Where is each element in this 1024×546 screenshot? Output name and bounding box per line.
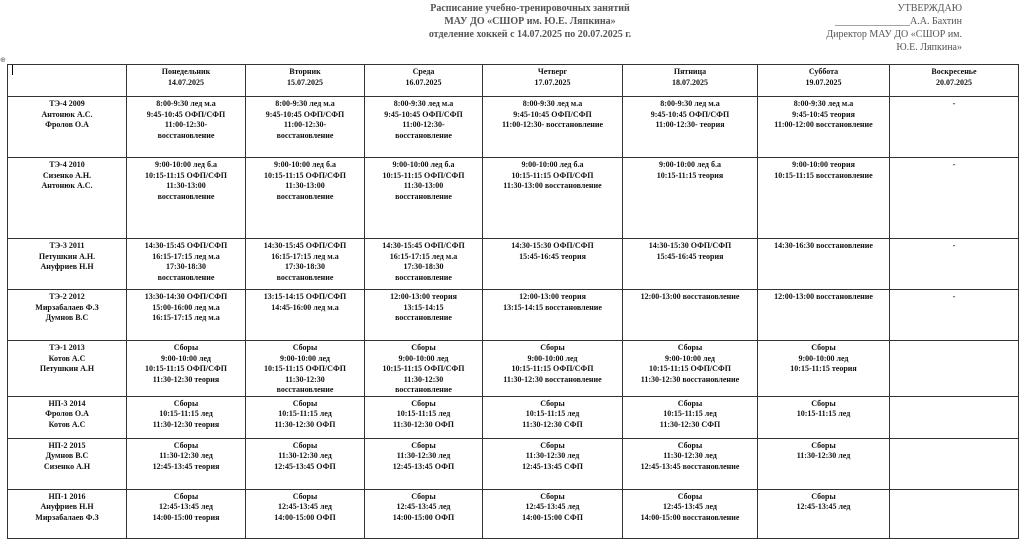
- schedule-cell[interactable]: Сборы 9:00-10:00 лед 10:15-11:15 ОФП/СФП 11:30-12:30 восстановление: [623, 341, 758, 397]
- table-header-row: [8, 65, 1019, 97]
- approval-line-4: Ю.Е. Ляпкина»: [896, 42, 962, 53]
- table-row: [8, 239, 1019, 290]
- day-header-wednesday[interactable]: Среда 16.07.2025: [365, 65, 483, 97]
- schedule-cell[interactable]: 14:30-15:45 ОФП/СФП 16:15-17:15 лед м.а 17:30-18:30 восстановление: [246, 239, 365, 290]
- schedule-cell[interactable]: Сборы 12:45-13:45 лед 14:00-15:00 СФП: [483, 489, 623, 538]
- schedule-cell[interactable]: Сборы 9:00-10:00 лед 10:15-11:15 теория: [758, 341, 890, 397]
- schedule-cell[interactable]: [890, 396, 1019, 438]
- schedule-cell[interactable]: 9:00-10:00 теория 10:15-11:15 восстановление: [758, 158, 890, 239]
- schedule-cell[interactable]: Сборы 9:00-10:00 лед 10:15-11:15 ОФП/СФП 11:30-12:30 восстановление: [365, 341, 483, 397]
- table-row: [8, 396, 1019, 438]
- schedule-cell[interactable]: Сборы 12:45-13:45 лед 14:00-15:00 теория: [127, 489, 246, 538]
- schedule-cell[interactable]: -: [890, 239, 1019, 290]
- schedule-cell[interactable]: Сборы 10:15-11:15 лед 11:30-12:30 СФП: [483, 396, 623, 438]
- day-header-thursday[interactable]: Четверг 17.07.2025: [483, 65, 623, 97]
- schedule-cell[interactable]: 9:00-10:00 лед б.а 10:15-11:15 ОФП/СФП 11:30-13:00 восстановление: [127, 158, 246, 239]
- schedule-cell[interactable]: 9:00-10:00 лед б.а 10:15-11:15 ОФП/СФП 11:30-13:00 восстановление: [365, 158, 483, 239]
- schedule-cell[interactable]: 12:00-13:00 теория 13:15-14:15 восстановление: [365, 290, 483, 341]
- schedule-cell[interactable]: -: [890, 158, 1019, 239]
- day-header-saturday[interactable]: Суббота 19.07.2025: [758, 65, 890, 97]
- schedule-cell[interactable]: 14:30-15:45 ОФП/СФП 16:15-17:15 лед м.а 17:30-18:30 восстановление: [365, 239, 483, 290]
- schedule-cell[interactable]: Сборы 11:30-12:30 лед 12:45-13:45 теория: [127, 438, 246, 489]
- table-row: [8, 97, 1019, 158]
- schedule-cell[interactable]: Сборы 11:30-12:30 лед 12:45-13:45 ОФП: [365, 438, 483, 489]
- corner-cell[interactable]: [8, 65, 127, 97]
- schedule-cell[interactable]: 14:30-15:30 ОФП/СФП 15:45-16:45 теория: [483, 239, 623, 290]
- schedule-cell[interactable]: Сборы 11:30-12:30 лед 12:45-13:45 СФП: [483, 438, 623, 489]
- group-cell[interactable]: НП-1 2016 Ануфриев Н.Н Мирзабалаев Ф.З: [8, 489, 127, 538]
- schedule-cell[interactable]: 12:00-13:00 восстановление: [758, 290, 890, 341]
- schedule-cell[interactable]: [890, 341, 1019, 397]
- schedule-cell[interactable]: Сборы 11:30-12:30 лед 12:45-13:45 ОФП: [246, 438, 365, 489]
- schedule-cell[interactable]: [890, 489, 1019, 538]
- schedule-cell[interactable]: 8:00-9:30 лед м.а 9:45-10:45 ОФП/СФП 11:00-12:30- теория: [623, 97, 758, 158]
- day-header-tuesday[interactable]: Вторник 15.07.2025: [246, 65, 365, 97]
- schedule-cell[interactable]: Сборы 12:45-13:45 лед: [758, 489, 890, 538]
- schedule-cell[interactable]: 14:30-15:30 ОФП/СФП 15:45-16:45 теория: [623, 239, 758, 290]
- title-line-1: Расписание учебно-тренировочных занятий: [430, 3, 630, 14]
- schedule-cell[interactable]: 8:00-9:30 лед м.а 9:45-10:45 ОФП/СФП 11:00-12:30- восстановление: [127, 97, 246, 158]
- schedule-cell[interactable]: 9:00-10:00 лед б.а 10:15-11:15 ОФП/СФП 11:30-13:00 восстановление: [246, 158, 365, 239]
- group-cell[interactable]: НП-2 2015 Думнов В.С Сизенко А.Н: [8, 438, 127, 489]
- group-cell[interactable]: ТЭ-3 2011 Петушкин А.Н. Ануфриев Н.Н: [8, 239, 127, 290]
- table-row: [8, 158, 1019, 239]
- schedule-cell[interactable]: [890, 438, 1019, 489]
- schedule-cell[interactable]: 9:00-10:00 лед б.а 10:15-11:15 теория: [623, 158, 758, 239]
- schedule-title-block: [300, 2, 760, 41]
- table-row: [8, 341, 1019, 397]
- table-move-handle-icon[interactable]: ⊕: [0, 56, 6, 64]
- table-row: [8, 489, 1019, 538]
- schedule-cell[interactable]: 14:30-16:30 восстановление: [758, 239, 890, 290]
- schedule-cell[interactable]: Сборы 10:15-11:15 лед 11:30-12:30 ОФП: [246, 396, 365, 438]
- group-cell[interactable]: ТЭ-1 2013 Котов А.С Петушкин А.Н: [8, 341, 127, 397]
- table-row: [8, 290, 1019, 341]
- schedule-cell[interactable]: 13:15-14:15 ОФП/СФП 14:45-16:00 лед м.а: [246, 290, 365, 341]
- schedule-cell[interactable]: 14:30-15:45 ОФП/СФП 16:15-17:15 лед м.а 17:30-18:30 восстановление: [127, 239, 246, 290]
- schedule-cell[interactable]: 9:00-10:00 лед б.а 10:15-11:15 ОФП/СФП 11:30-13:00 восстановление: [483, 158, 623, 239]
- group-cell[interactable]: ТЭ-4 2009 Антонюк А.С. Фролов О.А: [8, 97, 127, 158]
- schedule-cell[interactable]: 8:00-9:30 лед м.а 9:45-10:45 ОФП/СФП 11:00-12:30- восстановление: [483, 97, 623, 158]
- group-cell[interactable]: НП-3 2014 Фролов О.А Котов А.С: [8, 396, 127, 438]
- schedule-cell[interactable]: Сборы 9:00-10:00 лед 10:15-11:15 ОФП/СФП 11:30-12:30 теория: [127, 341, 246, 397]
- approval-block: [826, 2, 962, 54]
- schedule-cell[interactable]: Сборы 10:15-11:15 лед 11:30-12:30 ОФП: [365, 396, 483, 438]
- table-row: [8, 438, 1019, 489]
- approval-line-2: _______________А.А. Бахтин: [835, 16, 962, 27]
- group-cell[interactable]: ТЭ-2 2012 Мирзабалаев Ф.З Думнов В.С: [8, 290, 127, 341]
- schedule-cell[interactable]: Сборы 9:00-10:00 лед 10:15-11:15 ОФП/СФП 11:30-12:30 восстановление: [483, 341, 623, 397]
- schedule-cell[interactable]: Сборы 12:45-13:45 лед 14:00-15:00 ОФП: [246, 489, 365, 538]
- schedule-cell[interactable]: -: [890, 97, 1019, 158]
- approval-line-3: Директор МАУ ДО «СШОР им.: [826, 29, 962, 40]
- schedule-cell[interactable]: 12:00-13:00 восстановление: [623, 290, 758, 341]
- schedule-cell[interactable]: Сборы 10:15-11:15 лед 11:30-12:30 СФП: [623, 396, 758, 438]
- title-line-2: МАУ ДО «СШОР им. Ю.Е. Ляпкина»: [444, 16, 616, 27]
- schedule-cell[interactable]: -: [890, 290, 1019, 341]
- schedule-cell[interactable]: 8:00-9:30 лед м.а 9:45-10:45 теория 11:00-12:00 восстановление: [758, 97, 890, 158]
- day-header-sunday[interactable]: Воскресенье 20.07.2025: [890, 65, 1019, 97]
- title-line-3: отделение хоккей с 14.07.2025 по 20.07.2025 г.: [428, 29, 632, 40]
- schedule-cell[interactable]: Сборы 12:45-13:45 лед 14:00-15:00 ОФП: [365, 489, 483, 538]
- schedule-cell[interactable]: Сборы 11:30-12:30 лед 12:45-13:45 восстановление: [623, 438, 758, 489]
- schedule-cell[interactable]: Сборы 10:15-11:15 лед 11:30-12:30 теория: [127, 396, 246, 438]
- day-header-friday[interactable]: Пятница 18.07.2025: [623, 65, 758, 97]
- schedule-table: [7, 64, 1019, 539]
- approval-line-1: УТВЕРЖДАЮ: [897, 3, 962, 14]
- schedule-cell[interactable]: 12:00-13:00 теория 13:15-14:15 восстановление: [483, 290, 623, 341]
- schedule-cell[interactable]: Сборы 9:00-10:00 лед 10:15-11:15 ОФП/СФП 11:30-12:30 восстановление: [246, 341, 365, 397]
- group-cell[interactable]: ТЭ-4 2010 Сизенко А.Н. Антонюк А.С.: [8, 158, 127, 239]
- day-header-monday[interactable]: Понедельник 14.07.2025: [127, 65, 246, 97]
- schedule-cell[interactable]: Сборы 10:15-11:15 лед: [758, 396, 890, 438]
- schedule-cell[interactable]: Сборы 12:45-13:45 лед 14:00-15:00 восстановление: [623, 489, 758, 538]
- schedule-cell[interactable]: 8:00-9:30 лед м.а 9:45-10:45 ОФП/СФП 11:00-12:30- восстановление: [365, 97, 483, 158]
- schedule-cell[interactable]: Сборы 11:30-12:30 лед: [758, 438, 890, 489]
- schedule-cell[interactable]: 13:30-14:30 ОФП/СФП 15:00-16:00 лед м.а 16:15-17:15 лед м.а: [127, 290, 246, 341]
- schedule-cell[interactable]: 8:00-9:30 лед м.а 9:45-10:45 ОФП/СФП 11:00-12:30- восстановление: [246, 97, 365, 158]
